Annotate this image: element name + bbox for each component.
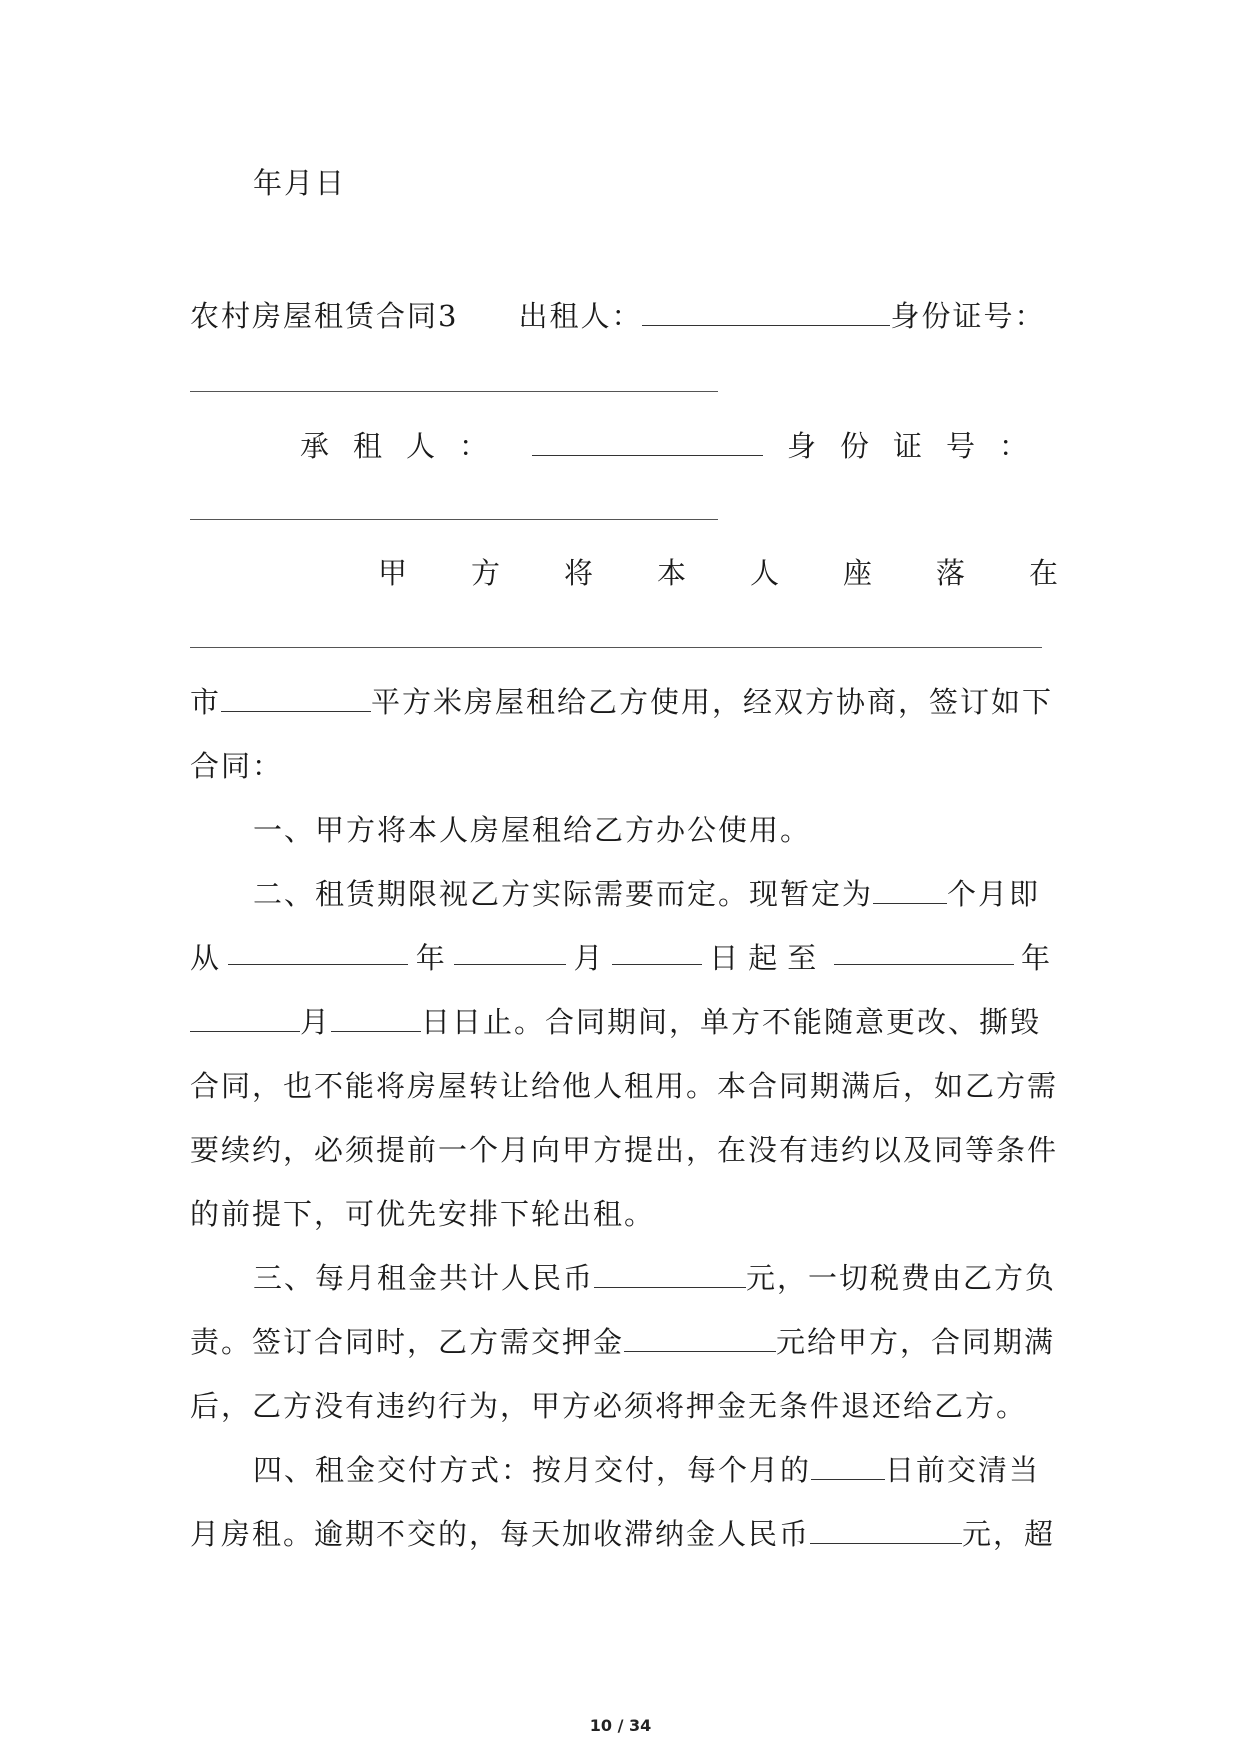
end-month-label: 月 (300, 1005, 332, 1039)
clause-3-text-b: 元，一切税费由乙方负 (746, 1261, 1057, 1295)
date-line: 年月日 (253, 166, 347, 200)
clause-2-line-2 (190, 938, 1052, 978)
area-blank (221, 685, 371, 712)
clause-3-line-3: 后，乙方没有违约行为，甲方必须将押金无条件退还给乙方。 (190, 1389, 1028, 1423)
location-line: 甲方将本人座落在 (378, 556, 1123, 590)
lessor-id-blank (190, 391, 718, 392)
start-day-blank (612, 938, 702, 965)
clause-2-line-3 (190, 1002, 1052, 1042)
lessee-label: 承租人： (300, 429, 513, 463)
clause-4-line-2 (190, 1514, 1056, 1554)
lessor-id-label: 身份证号： (890, 299, 1046, 333)
clause-4-text-b: 日前交清当 (885, 1453, 1041, 1487)
month-label: 月 (573, 941, 605, 975)
rent-blank (594, 1261, 746, 1288)
to-label: 日起至 (709, 941, 827, 975)
months-blank (873, 877, 947, 904)
lessor-name-blank (642, 299, 890, 326)
clause-2-text-b: 个月即 (947, 877, 1041, 911)
lessee-id-blank (190, 519, 718, 520)
clause-3-line-2 (190, 1322, 1056, 1362)
clause-3-text-d: 元给甲方，合同期满 (776, 1325, 1056, 1359)
area-prefix: 市 (190, 685, 222, 719)
contract-intro: 合同： (190, 749, 284, 783)
page-number: 10 / 34 (589, 1716, 652, 1735)
year-label: 年 (415, 941, 447, 975)
end-year-blank (834, 938, 1014, 965)
lessor-line (190, 296, 1052, 336)
clause-2-text-c: 日日止。合同期间，单方不能随意更改、撕毁 (421, 1005, 1042, 1039)
clause-4-text-c: 月房租。逾期不交的，每天加收滞纳金人民币 (190, 1517, 811, 1551)
clause-4-line-1 (253, 1450, 1115, 1490)
clause-4-text-d: 元，超 (962, 1517, 1056, 1551)
lessor-label: 出租人： (518, 299, 643, 333)
clause-3-line-1 (253, 1258, 1115, 1298)
clause-2-line-6: 的前提下，可优先安排下轮出租。 (190, 1197, 656, 1231)
end-year-label: 年 (1020, 941, 1052, 975)
start-year-blank (228, 938, 408, 965)
lessee-name-blank (532, 429, 763, 456)
contract-title: 农村房屋租赁合同3 (190, 299, 459, 333)
clause-2-line-1 (253, 874, 1115, 914)
from-label: 从 (190, 941, 222, 975)
lessee-id-label: 身份证号： (786, 429, 1052, 463)
clause-2-line-5: 要续约，必须提前一个月向甲方提出，在没有违约以及同等条件 (190, 1133, 1059, 1167)
end-month-blank (190, 1005, 300, 1032)
start-month-blank (454, 938, 566, 965)
end-day-blank (331, 1005, 421, 1032)
location-blank (190, 647, 1042, 648)
clause-1: 一、甲方将本人房屋租给乙方办公使用。 (253, 813, 812, 847)
lessee-line (300, 426, 1052, 466)
clause-2-line-4: 合同，也不能将房屋转让给他人租用。本合同期满后，如乙方需 (190, 1069, 1059, 1103)
late-fee-blank (810, 1517, 962, 1544)
clause-3-text-c: 责。签订合同时，乙方需交押金 (190, 1325, 625, 1359)
area-text: 平方米房屋租给乙方使用，经双方协商，签订如下 (371, 685, 1054, 719)
clause-4-text-a: 四、租金交付方式：按月交付，每个月的 (253, 1453, 812, 1487)
area-line (190, 682, 1052, 722)
clause-2-text-a: 二、租赁期限视乙方实际需要而定。现暂定为 (253, 877, 874, 911)
deposit-blank (624, 1325, 776, 1352)
clause-3-text-a: 三、每月租金共计人民币 (253, 1261, 595, 1295)
pay-day-blank (811, 1453, 885, 1480)
